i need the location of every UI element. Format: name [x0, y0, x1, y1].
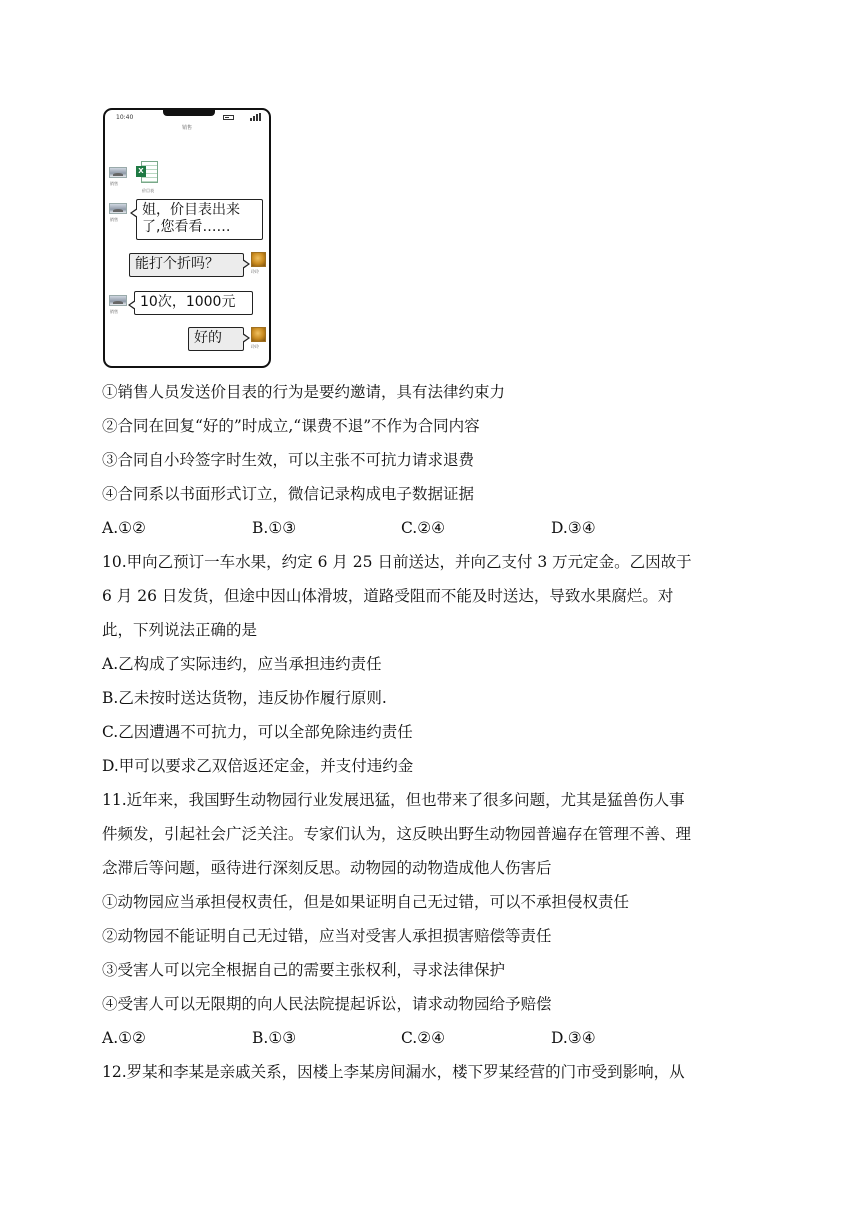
sender-avatar: [109, 167, 127, 178]
q12-stem: 12.罗某和李某是亲戚关系，因楼上李某房间漏水，楼下罗某经营的门市受到影响，从: [102, 1063, 685, 1081]
option-d[interactable]: D.③④: [551, 519, 596, 537]
option-b[interactable]: B.①③: [252, 519, 297, 537]
battery-icon: [223, 115, 234, 120]
signal-icon: [250, 113, 262, 121]
q10-stem: 10.甲向乙预订一车水果，约定 6 月 25 日前送达，并向乙支付 3 万元定金。乙因故于: [102, 553, 692, 571]
option-a[interactable]: A.①②: [102, 519, 146, 537]
excel-file-icon[interactable]: X: [136, 161, 158, 185]
q10-choice-a[interactable]: A.乙构成了实际违约，应当承担违约责任: [102, 655, 382, 673]
q10-stem: 此，下列说法正确的是: [102, 621, 258, 639]
q10-choice-d[interactable]: D.甲可以要求乙双倍返还定金，并支付违约金: [102, 757, 414, 775]
q10-choice-b[interactable]: B.乙未按时送达货物，违反协作履行原则.: [102, 689, 387, 707]
message-text: 好的: [194, 330, 222, 346]
sender-name: 销售: [110, 309, 118, 314]
status-time: 10:40: [116, 114, 134, 121]
q11-statement: ③受害人可以完全根据自己的需要主张权利，寻求法律保护: [102, 961, 506, 979]
message-text: 10次，1000元: [140, 294, 236, 310]
receiver-name: 玲玲: [251, 269, 259, 274]
option-c[interactable]: C.②④: [401, 1029, 446, 1047]
q11-stem: 11.近年来，我国野生动物园行业发展迅猛，但也带来了很多问题，尤其是猛兽伤人事: [102, 791, 685, 809]
q10-choice-c[interactable]: C.乙因遭遇不可抗力，可以全部免除违约责任: [102, 723, 413, 741]
message-text: 姐，价目表出来: [142, 202, 240, 218]
chat-title: 销售: [181, 125, 192, 131]
receiver-name: 玲玲: [251, 344, 259, 349]
q11-statement: ②动物园不能证明自己无过错，应当对受害人承担损害赔偿等责任: [102, 927, 552, 945]
sender-name: 销售: [110, 181, 118, 186]
message-bubble: [129, 253, 244, 277]
option-b[interactable]: B.①③: [252, 1029, 297, 1047]
message-text: 能打个折吗？: [135, 256, 219, 272]
message-bubble: [134, 291, 253, 315]
sender-avatar: [109, 295, 127, 306]
sender-name: 销售: [110, 217, 118, 222]
message-text: 了,您看看……: [142, 219, 231, 235]
option-c[interactable]: C.②④: [401, 519, 446, 537]
q9-statement: ④合同系以书面形式订立，微信记录构成电子数据证据: [102, 485, 475, 503]
phone-notch: [163, 108, 215, 116]
receiver-avatar: [251, 327, 266, 342]
q9-statement: ①销售人员发送价目表的行为是要约邀请，具有法律约束力: [102, 383, 506, 401]
message-bubble: [136, 199, 263, 240]
phone-mockup: [103, 108, 271, 368]
sender-avatar: [109, 203, 127, 214]
q11-stem: 件频发，引起社会广泛关注。专家们认为，这反映出野生动物园普遍存在管理不善、理: [102, 825, 692, 843]
q11-stem: 念滞后等问题，亟待进行深刻反思。动物园的动物造成他人伤害后: [102, 859, 552, 877]
message-bubble: [188, 327, 244, 351]
option-d[interactable]: D.③④: [551, 1029, 596, 1047]
q9-statement: ③合同自小玲签字时生效，可以主张不可抗力请求退费: [102, 451, 475, 469]
q9-statement: ②合同在回复“好的”时成立,“课费不退”不作为合同内容: [102, 417, 480, 435]
q11-statement: ①动物园应当承担侵权责任，但是如果证明自己无过错，可以不承担侵权责任: [102, 893, 630, 911]
file-label: 价目表: [142, 188, 154, 193]
q11-statement: ④受害人可以无限期的向人民法院提起诉讼，请求动物园给予赔偿: [102, 995, 552, 1013]
q10-stem: 6 月 26 日发货，但途中因山体滑坡，道路受阻而不能及时送达，导致水果腐烂。对: [102, 587, 674, 605]
receiver-avatar: [251, 252, 266, 267]
option-a[interactable]: A.①②: [102, 1029, 146, 1047]
